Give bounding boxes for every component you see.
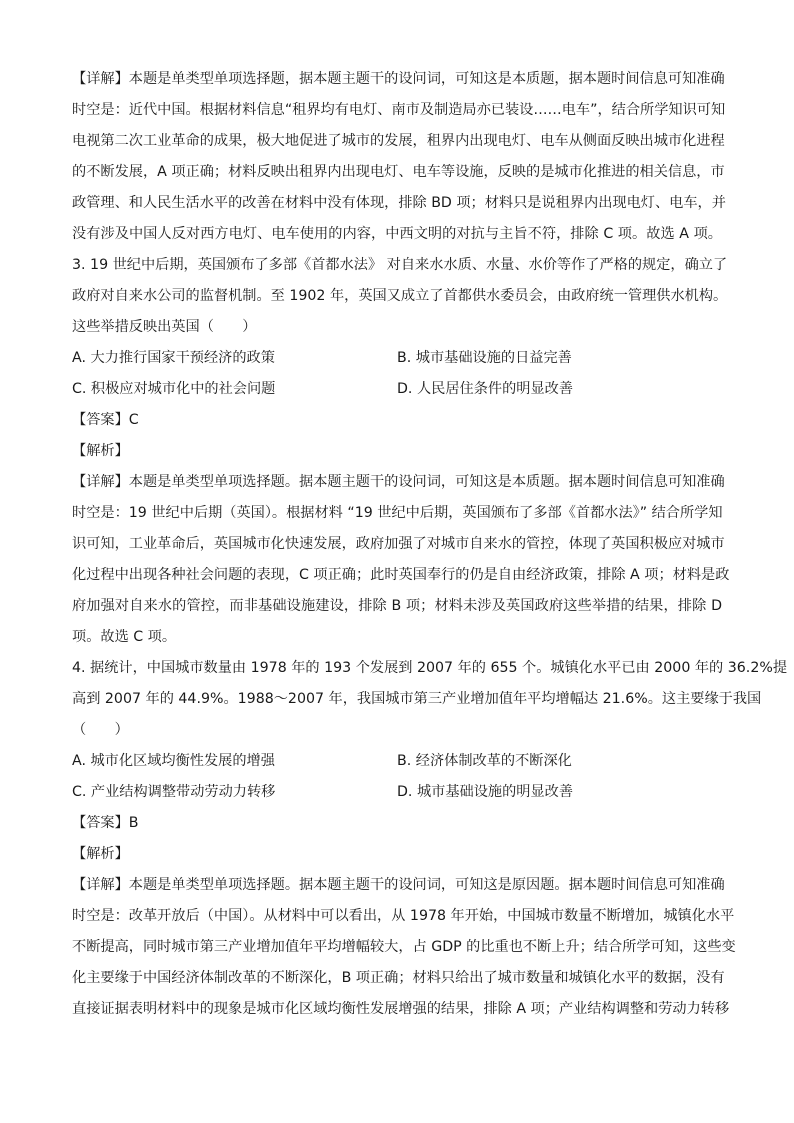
options-row — [72, 343, 722, 374]
question-stem-line: 4. 据统计，中国城市数量由 1978 年的 193 个发展到 2007 年的 655 个。城镇化水平已由 2000 年的 36.2%提 — [72, 660, 788, 676]
question-stem-line: 这些举措反映出英国（ ） — [72, 319, 257, 335]
detail-line: 识可知，工业革命后，英国城市化快速发展，政府加强了对城市自来水的管控，体现了英国积极应对城市 — [72, 536, 725, 552]
paragraph-line: 电视第二次工业革命的成果，极大地促进了城市的发展，租界内出现电灯、电车从侧面反映出城市化进程 — [72, 133, 725, 149]
question-stem-line: 高到 2007 年的 44.9%。1988～2007 年，我国城市第三产业增加值年平均增幅达 21.6%。这主要缘于我国 — [72, 691, 762, 707]
paragraph-line: 没有涉及中国人反对西方电灯、电车使用的内容，中西文明的对抗与主旨不符，排除 C 项。故选 A 项。 — [72, 226, 722, 242]
option-d: D. 人民居住条件的明显改善 — [397, 381, 574, 397]
paragraph-line: 【详解】本题是单类型单项选择题，据本题主题干的设问词，可知这是本质题，据本题时间信息可知准确 — [72, 71, 725, 87]
question-stem-line: 3. 19 世纪中后期，英国颁布了多部《首都水法》 对自来水水质、水量、水价等作了严格的规定，确立了 — [72, 257, 728, 273]
option-c: C. 积极应对城市化中的社会问题 — [72, 381, 276, 397]
paragraph-line: 的不断发展，A 项正确；材料反映出租界内出现电灯、电车等设施，反映的是城市化推进的相关信息，市 — [72, 164, 725, 180]
options-row — [72, 746, 722, 777]
analysis-label: 【解析】 — [72, 443, 129, 459]
detail-line: 项。故选 C 项。 — [72, 629, 177, 645]
detail-line: 直接证据表明材料中的现象是城市化区域均衡性发展增强的结果，排除 A 项；产业结构调整和劳动力转移 — [72, 1001, 730, 1017]
detail-line: 化过程中出现各种社会问题的表现，C 项正确；此时英国奉行的仍是自由经济政策，排除 A 项；材料是政 — [72, 567, 730, 583]
detail-line: 时空是：19 世纪中后期（英国）。根据材料 “19 世纪中后期，英国颁布了多部《首都水法》” 结合所学知 — [72, 505, 723, 521]
detail-line: 不断提高，同时城市第三产业增加值年平均增幅较大，占 GDP 的比重也不断上升；结合所学可知，这些变 — [72, 939, 736, 955]
option-b: B. 城市基础设施的日益完善 — [397, 350, 572, 366]
question-3 — [72, 250, 730, 653]
detail-line: 府加强对自来水的管控，而非基础设施建设，排除 B 项；材料未涉及英国政府这些举措的结果，排除 D — [72, 598, 722, 614]
question-stem-line: （ ） — [72, 722, 129, 738]
question-stem-line: 政府对自来水公司的监督机制。至 1902 年，英国又成立了首都供水委员会，由政府统一管理供水机构。 — [72, 288, 728, 304]
paragraph-line: 时空是：近代中国。根据材料信息“租界均有电灯、南市及制造局亦已装设……电车”，结合所学知识可知 — [72, 102, 726, 118]
detail-line: 时空是：改革开放后（中国）。从材料中可以看出，从 1978 年开始，中国城市数量不断增加，城镇化水平 — [72, 908, 735, 924]
option-c: C. 产业结构调整带动劳动力转移 — [72, 784, 276, 800]
analysis-label: 【解析】 — [72, 846, 129, 862]
question-4 — [72, 653, 788, 1025]
option-b: B. 经济体制改革的不断深化 — [397, 753, 572, 769]
document-page — [72, 64, 788, 1025]
detail-line: 【详解】本题是单类型单项选择题。据本题主题干的设问词，可知这是本质题。据本题时间信息可知准确 — [72, 474, 725, 490]
option-a: A. 大力推行国家干预经济的政策 — [72, 350, 275, 366]
options-row — [72, 777, 722, 808]
option-a: A. 城市化区域均衡性发展的增强 — [72, 753, 275, 769]
option-d: D. 城市基础设施的明显改善 — [397, 784, 574, 800]
detail-line: 【详解】本题是单类型单项选择题。据本题主题干的设问词，可知这是原因题。据本题时间信息可知准确 — [72, 877, 725, 893]
answer-line: 【答案】B — [72, 815, 139, 831]
answer-line: 【答案】C — [72, 412, 139, 428]
options-row — [72, 374, 722, 405]
paragraph-line: 政管理、和人民生活水平的改善在材料中没有体现，排除 BD 项；材料只是说租界内出现电灯、电车，并 — [72, 195, 726, 211]
detail-line: 化主要缘于中国经济体制改革的不断深化，B 项正确；材料只给出了城市数量和城镇化水平的数据，没有 — [72, 970, 725, 986]
q2-detail — [72, 64, 726, 250]
